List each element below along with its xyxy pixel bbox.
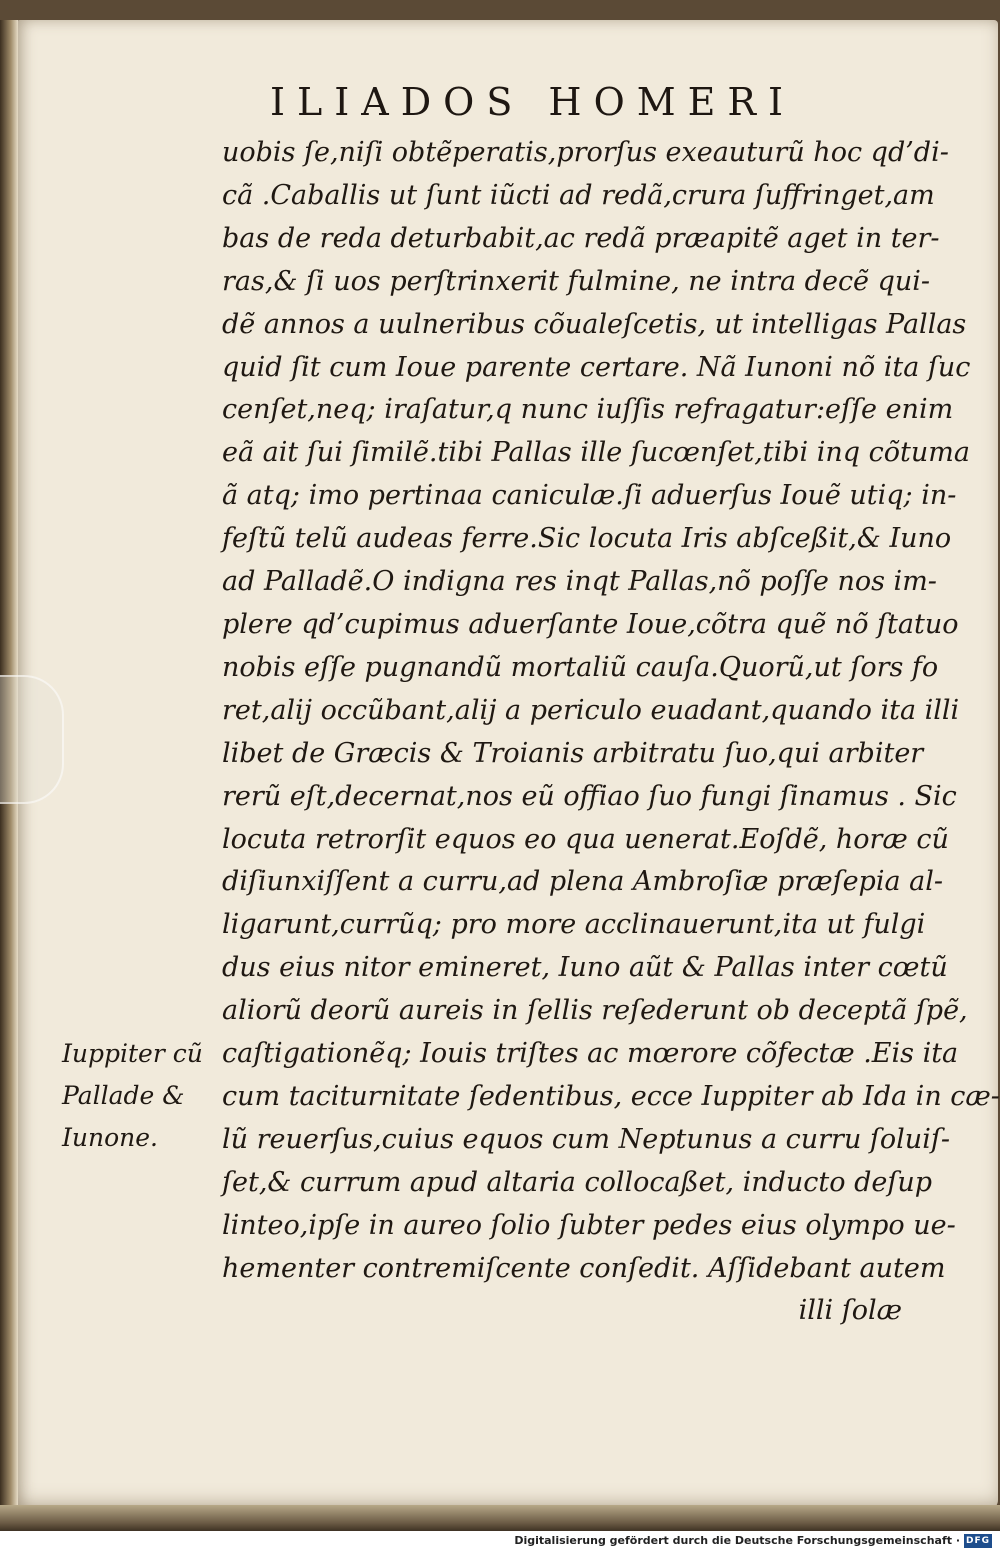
text-line: ras,& ſi uos perſtrinxerit fulmine, ne intra decẽ qui-	[222, 265, 931, 297]
text-line: ret,alij occũbant,alij a periculo euadant,quando ita illi	[222, 694, 960, 726]
main-text-block	[222, 132, 1000, 1333]
text-line: diſiunxiſſent a curru,ad plena Ambroſiæ præſepia al-	[222, 866, 944, 898]
text-line: plere qd’cupimus aduerſante Ioue,cõtra quẽ nõ ſtatuo	[222, 608, 959, 640]
text-line: uobis ſe,niſi obtẽperatis,prorſus exeauturũ hoc qd’di-	[222, 137, 949, 168]
text-line: lũ reuerſus,cuius equos cum Neptunus a curru ſoluiſ-	[222, 1123, 950, 1155]
dfg-logo-icon: DFG	[965, 1536, 990, 1546]
text-line: quid ſit cum Ioue parente certare. Nã Iunoni nõ ita ſuc	[222, 351, 971, 383]
text-line: dẽ annos a uulneribus cõualeſcetis, ut intelligas Pallas	[222, 308, 967, 340]
text-line: aliorũ deorũ aureis in ſellis reſederunt ob deceptã ſpẽ,	[222, 995, 968, 1027]
text-line: ã atq; imo pertinaa caniculæ.ſi aduerſus Iouẽ utiq; in-	[222, 480, 957, 512]
footer-credit: Digitalisierung gefördert durch die Deutsche Forschungsgemeinschaft ·	[514, 1534, 960, 1547]
text-line: bas de reda deturbabit,ac redã præapitẽ aget in ter-	[222, 222, 940, 254]
text-line: rerũ eſt,decernat,nos eũ offiao ſuo fungi ſinamus . Sic	[222, 780, 957, 812]
text-line: ligarunt,currũq; pro more acclinauerunt,ita ut fulgi	[222, 909, 926, 941]
text-line: cã .Caballis ut ſunt iũcti ad redã,crura ſuffringet,am	[222, 179, 935, 211]
page-clip	[0, 675, 64, 804]
text-line: locuta retrorſit equos eo qua uenerat.Eoſdẽ, horæ cũ	[222, 823, 949, 855]
text-line: ad Palladẽ.O indigna res inqt Pallas,nõ poſſe nos im-	[222, 566, 937, 598]
running-title: ILIADOS HOMERI	[270, 80, 795, 124]
text-line: hementer contremiſcente conſedit. Aſſidebant autem	[222, 1252, 946, 1284]
text-line: caſtigationẽq; Iouis triſtes ac mœrore cõfectæ .Eis ita	[222, 1038, 959, 1070]
margin-note	[62, 1033, 212, 1159]
text-line: cenſet,neq; iraſatur,q nunc iuſſis refragatur:eſſe enim	[222, 394, 954, 426]
catchword: illi ſolæ	[798, 1295, 902, 1327]
book-bottom-edge	[0, 1505, 1000, 1531]
text-line: feſtũ telũ audeas ferre.Sic locuta Iris abſceßit,& Iuno	[222, 523, 952, 555]
text-line: cum taciturnitate ſedentibus, ecce Iuppiter ab Ida in cæ-	[222, 1080, 1000, 1112]
text-line: linteo,ipſe in aureo ſolio ſubter pedes eius olympo ue-	[222, 1209, 956, 1241]
text-line: eã ait ſui ſimilẽ.tibi Pallas ille ſucœnſet,tibi inq cõtuma	[222, 437, 970, 469]
text-line: nobis eſſe pugnandũ mortaliũ cauſa.Quorũ,ut ſors fo	[222, 651, 939, 683]
margin-note-line: Iuppiter cũ	[62, 1039, 203, 1068]
text-line: ſet,& currum apud altaria collocaßet, inducto deſup	[222, 1166, 933, 1198]
margin-note-line: Iunone.	[62, 1123, 158, 1152]
text-line: dus eius nitor emineret, Iuno aũt & Pallas inter cœtũ	[222, 952, 948, 984]
margin-note-line: Pallade &	[62, 1081, 185, 1110]
text-line: libet de Græcis & Troianis arbitratu ſuo,qui arbiter	[222, 737, 924, 769]
